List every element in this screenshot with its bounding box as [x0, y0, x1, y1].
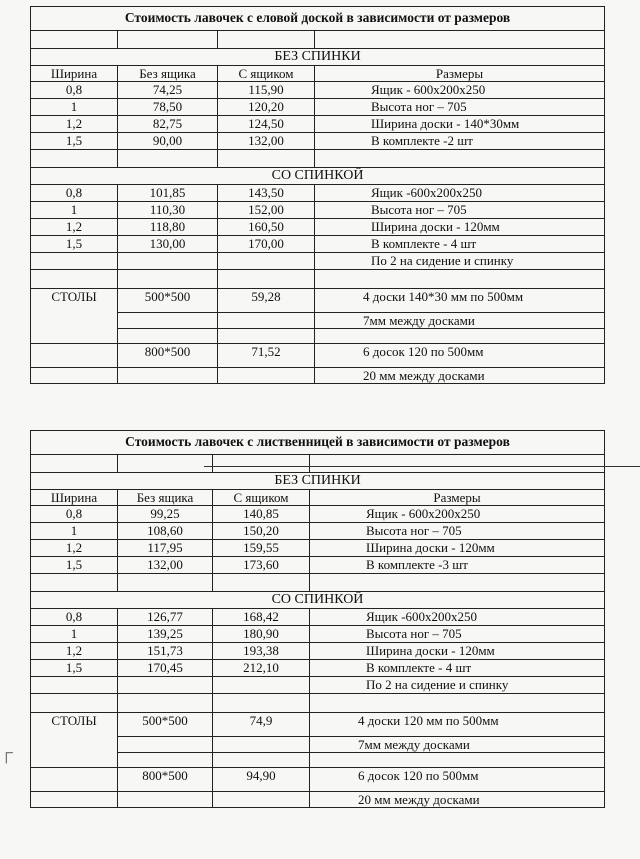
- table-title: Стоимость лавочек с лиственницей в зависимости от размеров: [31, 431, 605, 455]
- table-size-cell: 500*500: [118, 713, 213, 737]
- spruce-price-table: [30, 6, 605, 384]
- table-price-cell: 71,52: [218, 344, 315, 368]
- with-box-cell: 120,20: [218, 99, 315, 116]
- width-cell: 1,5: [31, 660, 118, 677]
- no-box-cell: 151,73: [118, 643, 213, 660]
- with-box-cell: 180,90: [213, 626, 310, 643]
- size-cell: Ящик - 600х200х250: [315, 82, 605, 99]
- width-cell: 1,2: [31, 540, 118, 557]
- width-cell: 1,5: [31, 557, 118, 574]
- table-size-cell: 800*500: [118, 768, 213, 792]
- table-note: 20 мм между досками: [310, 792, 605, 808]
- tables-label: СТОЛЫ: [31, 713, 118, 768]
- width-cell: 1,5: [31, 133, 118, 150]
- no-box-cell: 118,80: [118, 219, 218, 236]
- table-note: 4 доски 120 мм по 500мм: [310, 713, 605, 737]
- size-cell: В комплекте -3 шт: [310, 557, 605, 574]
- col-header-with-box: С ящиком: [213, 490, 310, 506]
- no-box-cell: 78,50: [118, 99, 218, 116]
- col-header-no-box: Без ящика: [118, 490, 213, 506]
- col-header-width: Ширина: [31, 66, 118, 82]
- size-cell: В комплекте - 4 шт: [310, 660, 605, 677]
- tables-label: СТОЛЫ: [31, 289, 118, 344]
- table-price-cell: 74,9: [213, 713, 310, 737]
- table-row: [31, 219, 605, 236]
- no-box-cell: 99,25: [118, 506, 213, 523]
- size-cell: Высота ног – 705: [310, 626, 605, 643]
- section-with-back: СО СПИНКОЙ: [31, 592, 605, 609]
- width-cell: 1,2: [31, 219, 118, 236]
- with-box-cell: 193,38: [213, 643, 310, 660]
- table-row: [31, 236, 605, 253]
- with-box-cell: 168,42: [213, 609, 310, 626]
- table-note: 4 доски 140*30 мм по 500мм: [315, 289, 605, 313]
- table-row: [31, 523, 605, 540]
- table-row: [31, 506, 605, 523]
- table-row: [31, 643, 605, 660]
- table-size-cell: 800*500: [118, 344, 218, 368]
- width-cell: 0,8: [31, 506, 118, 523]
- size-cell: В комплекте - 4 шт: [315, 236, 605, 253]
- section-no-back: БЕЗ СПИНКИ: [31, 49, 605, 66]
- table-row: [31, 202, 605, 219]
- with-box-cell: 140,85: [213, 506, 310, 523]
- no-box-cell: 117,95: [118, 540, 213, 557]
- no-box-cell: 139,25: [118, 626, 213, 643]
- table-row: [31, 344, 605, 368]
- no-box-cell: 108,60: [118, 523, 213, 540]
- col-header-width: Ширина: [31, 490, 118, 506]
- table-row: [31, 289, 605, 313]
- table-row: [31, 133, 605, 150]
- with-box-cell: 159,55: [213, 540, 310, 557]
- width-cell: 1,2: [31, 643, 118, 660]
- size-cell: Высота ног – 705: [315, 99, 605, 116]
- table-row: [31, 82, 605, 99]
- size-cell: Высота ног – 705: [315, 202, 605, 219]
- size-cell: Ширина доски - 120мм: [310, 643, 605, 660]
- with-box-cell: 150,20: [213, 523, 310, 540]
- table-row: [31, 540, 605, 557]
- size-cell: Ширина доски - 120мм: [310, 540, 605, 557]
- table-row: [31, 660, 605, 677]
- size-cell: Ширина доски - 120мм: [315, 219, 605, 236]
- width-cell: 1,5: [31, 236, 118, 253]
- larch-price-table: [30, 430, 605, 808]
- table-row: [31, 99, 605, 116]
- width-cell: 0,8: [31, 609, 118, 626]
- col-header-with-box: С ящиком: [218, 66, 315, 82]
- no-box-cell: 110,30: [118, 202, 218, 219]
- width-cell: 1,2: [31, 116, 118, 133]
- col-header-sizes: Размеры: [310, 490, 605, 506]
- table-note: 7мм между досками: [315, 313, 605, 329]
- table-size-cell: 500*500: [118, 289, 218, 313]
- with-box-cell: 124,50: [218, 116, 315, 133]
- no-box-cell: 74,25: [118, 82, 218, 99]
- size-cell: Ящик -600х200х250: [315, 185, 605, 202]
- no-box-cell: 90,00: [118, 133, 218, 150]
- scan-line: [204, 466, 640, 467]
- width-cell: 1: [31, 523, 118, 540]
- size-cell: Ящик - 600х200х250: [310, 506, 605, 523]
- header-row: [31, 66, 605, 82]
- size-cell: Ширина доски - 140*30мм: [315, 116, 605, 133]
- with-box-cell: 152,00: [218, 202, 315, 219]
- back-note: По 2 на сидение и спинку: [315, 253, 605, 270]
- with-box-cell: 115,90: [218, 82, 315, 99]
- table-note: 6 досок 120 по 500мм: [315, 344, 605, 368]
- section-with-back: СО СПИНКОЙ: [31, 168, 605, 185]
- table-row: [31, 713, 605, 737]
- table-row: [31, 557, 605, 574]
- size-cell: Ящик -600х200х250: [310, 609, 605, 626]
- width-cell: 1: [31, 202, 118, 219]
- no-box-cell: 132,00: [118, 557, 213, 574]
- with-box-cell: 170,00: [218, 236, 315, 253]
- table-row: [31, 185, 605, 202]
- table-row: [31, 768, 605, 792]
- section-no-back: БЕЗ СПИНКИ: [31, 473, 605, 490]
- back-note: По 2 на сидение и спинку: [310, 677, 605, 694]
- no-box-cell: 82,75: [118, 116, 218, 133]
- width-cell: 1: [31, 626, 118, 643]
- size-cell: Высота ног – 705: [310, 523, 605, 540]
- col-header-no-box: Без ящика: [118, 66, 218, 82]
- width-cell: 1: [31, 99, 118, 116]
- table-note: 20 мм между досками: [315, 368, 605, 384]
- no-box-cell: 101,85: [118, 185, 218, 202]
- with-box-cell: 132,00: [218, 133, 315, 150]
- table-row: [31, 609, 605, 626]
- header-row: [31, 490, 605, 506]
- table-title: Стоимость лавочек с еловой доской в зависимости от размеров: [31, 7, 605, 31]
- width-cell: 0,8: [31, 82, 118, 99]
- no-box-cell: 170,45: [118, 660, 213, 677]
- table-row: [31, 626, 605, 643]
- table-note: 7мм между досками: [310, 737, 605, 753]
- with-box-cell: 143,50: [218, 185, 315, 202]
- with-box-cell: 212,10: [213, 660, 310, 677]
- table-price-cell: 59,28: [218, 289, 315, 313]
- price-document: [30, 0, 604, 859]
- col-header-sizes: Размеры: [315, 66, 605, 82]
- no-box-cell: 130,00: [118, 236, 218, 253]
- table-price-cell: 94,90: [213, 768, 310, 792]
- scan-mark-icon: ┌: [0, 742, 13, 762]
- with-box-cell: 173,60: [213, 557, 310, 574]
- with-box-cell: 160,50: [218, 219, 315, 236]
- table-row: [31, 116, 605, 133]
- size-cell: В комплекте -2 шт: [315, 133, 605, 150]
- table-note: 6 досок 120 по 500мм: [310, 768, 605, 792]
- no-box-cell: 126,77: [118, 609, 213, 626]
- width-cell: 0,8: [31, 185, 118, 202]
